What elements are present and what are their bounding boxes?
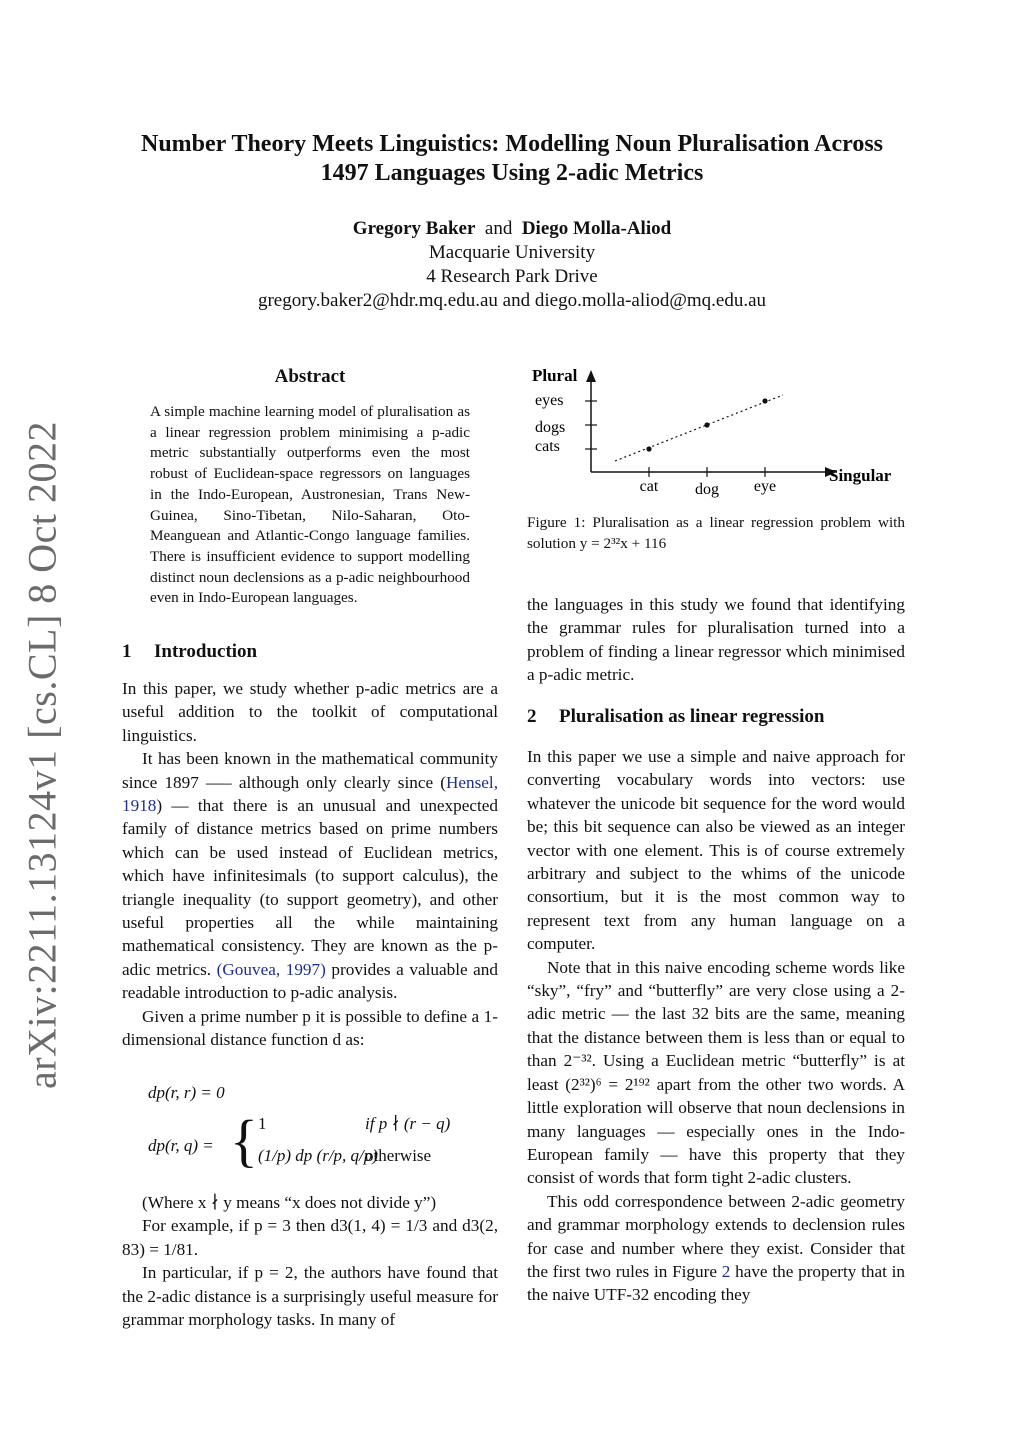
sec2-p3-part-a: This odd correspondence between 2-adic geometry and grammar morphology extends to declension rules for case and number where they exist. Consider that the first two rules in Figure [527,1191,905,1281]
author-block [100,217,924,313]
intro-paragraph-3: Given a prime number p it is possible to define a 1-dimensional distance function d as: [122,1006,498,1050]
paper-title [100,130,924,188]
equation-case-2: (1/p) dp (r/p, q/p) [258,1146,378,1165]
section-2-paragraph-2: Note that in this naive encoding scheme words like “sky”, “fry” and “butterfly” are very close using a 2-adic metric — the last 32 bits are the same, meaning that the distance between them is less than or equal to than 2⁻³². Using a Euclidean metric “butterfly” is at least (2³²)⁶ = 2¹⁹² apart from the other two words. A little exploration will observe that noun declensions in many languages — especially ones in the Indo-European family — have this property that they consist of words that form tight 2-adic clusters. [527,957,905,1188]
abstract-body: A simple machine learning model of pluralisation as a linear regression problem minimising a p-adic metric substantially outperforms even the most robust of Euclidean-space regressors on languages in the Indo-European, Austronesian, Trans New-Guinea, Sino-Tibetan, Nilo-Saharan, Oto-Meanguean and Atlantic-Congo language families. There is insufficient evidence to support modelling distinct noun declensions as a p-adic neighbourhood even in Indo-European languages. [150,403,470,607]
right-column-top [527,593,905,687]
equation-1: dp(r, r) = 0 [148,1083,225,1102]
left-column-lower [122,1191,498,1331]
equation-brace: { [230,1108,258,1173]
y-axis-title: Plural [532,366,578,385]
figure-1-chart [527,360,907,500]
equation-condition-1: if p ∤ (r − q) [365,1114,451,1133]
address: 4 Research Park Drive [426,266,598,287]
data-point-cat [646,446,651,451]
title-line-1: Number Theory Meets Linguistics: Modelling Noun Pluralisation Across [140,131,884,157]
regression-line [615,395,783,461]
section-1-title: Introduction [154,641,258,662]
x-tick-label-dog: dog [695,481,719,498]
abstract-heading: Abstract [274,366,346,387]
particular-paragraph: In particular, if p = 2, the authors have found that the 2-adic distance is a surprisingly useful measure for grammar morphology tasks. In many of [122,1263,498,1330]
x-axis-title: Singular [829,466,892,485]
intro-paragraph-2 [122,747,498,1004]
y-tick-label-dogs: dogs [535,419,566,436]
sec2-p3-part-b: have the property that in the naive UTF-32 encoding they [527,1261,906,1305]
x-tick-label-cat: cat [639,478,659,495]
intro-p2-part-b: ) — that there is an unusual and unexpected family of distance metrics based on prime numbers which can be used instead of Euclidean metrics, which have infinitesimals (to support calculus), the triangle inequality (to support geometry), and other useful properties all the while maintaining mathematical consistency. They are known as the p-adic metrics. [122,796,498,979]
author-and: and [484,218,513,239]
section-2-number: 2 [527,706,537,727]
right-column-text [527,745,905,1307]
equation-case-1: 1 [258,1114,267,1133]
arxiv-identifier[interactable]: arXiv:2211.13124v1 [cs.CL] 8 Oct 2022 [19,420,65,1090]
author-emails[interactable]: gregory.baker2@hdr.mq.edu.au and diego.molla-aliod@mq.edu.au [257,290,767,311]
y-tick-label-cats: cats [535,438,560,455]
author-names [100,217,924,241]
author-2: Diego Molla-Aliod [521,218,672,239]
equation-condition-2: otherwise [365,1146,432,1165]
where-note: (Where x ∤ y means “x does not divide y”) [142,1193,437,1212]
author-1: Gregory Baker [352,218,476,239]
figure-2-reference[interactable]: 2 [721,1261,731,1281]
equation-2-lhs: dp(r, q) = [148,1136,214,1155]
right-paragraph-1: the languages in this study we found that identifying the grammar rules for pluralisation turned into a problem of finding a linear regressor which minimised a p-adic metric. [527,595,905,685]
citation-hensel[interactable]: Hensel, 1918 [122,772,498,816]
intro-p2-part-c: provides a valuable and readable introduction to p-adic analysis. [122,959,498,1003]
left-column-text [122,677,498,1052]
section-1-heading [122,641,257,663]
x-tick-label-eye: eye [753,478,777,495]
affiliation: Macquarie University [428,242,596,263]
y-axis-arrow [586,370,596,382]
data-point-dog [704,422,709,427]
intro-p2-part-a: It has been known in the mathematical community since 1897 —– although only clearly since ( [122,749,498,792]
section-2-heading [527,706,824,728]
figure-1-caption: Figure 1: Pluralisation as a linear regression problem with solution y = 2³²x + 116 [527,514,905,552]
citation-gouvea[interactable]: (Gouvea, 1997) [216,959,326,979]
section-2-title: Pluralisation as linear regression [559,706,825,727]
example-paragraph: For example, if p = 3 then d3(1, 4) = 1/3 and d3(2, 83) = 1/81. [122,1216,498,1259]
y-tick-label-eyes: eyes [535,392,564,409]
section-1-number: 1 [122,641,132,662]
title-line-2: 1497 Languages Using 2-adic Metrics [320,160,704,186]
intro-paragraph-1: In this paper, we study whether p-adic metrics are a useful addition to the toolkit of computational linguistics. [122,679,498,745]
data-point-eye [762,398,767,403]
section-2-paragraph-1: In this paper we use a simple and naive approach for converting vocabulary words into vectors: use whatever the unicode bit sequence for the word would be; this bit sequence can also be viewed as an integer vector with one element. This is of course extremely arbitrary and subject to the whims of the unicode consortium, but it is the most common way to represent text from any human language on a computer. [527,747,905,954]
section-2-paragraph-3 [527,1190,905,1307]
arxiv-side-label [12,420,72,1090]
